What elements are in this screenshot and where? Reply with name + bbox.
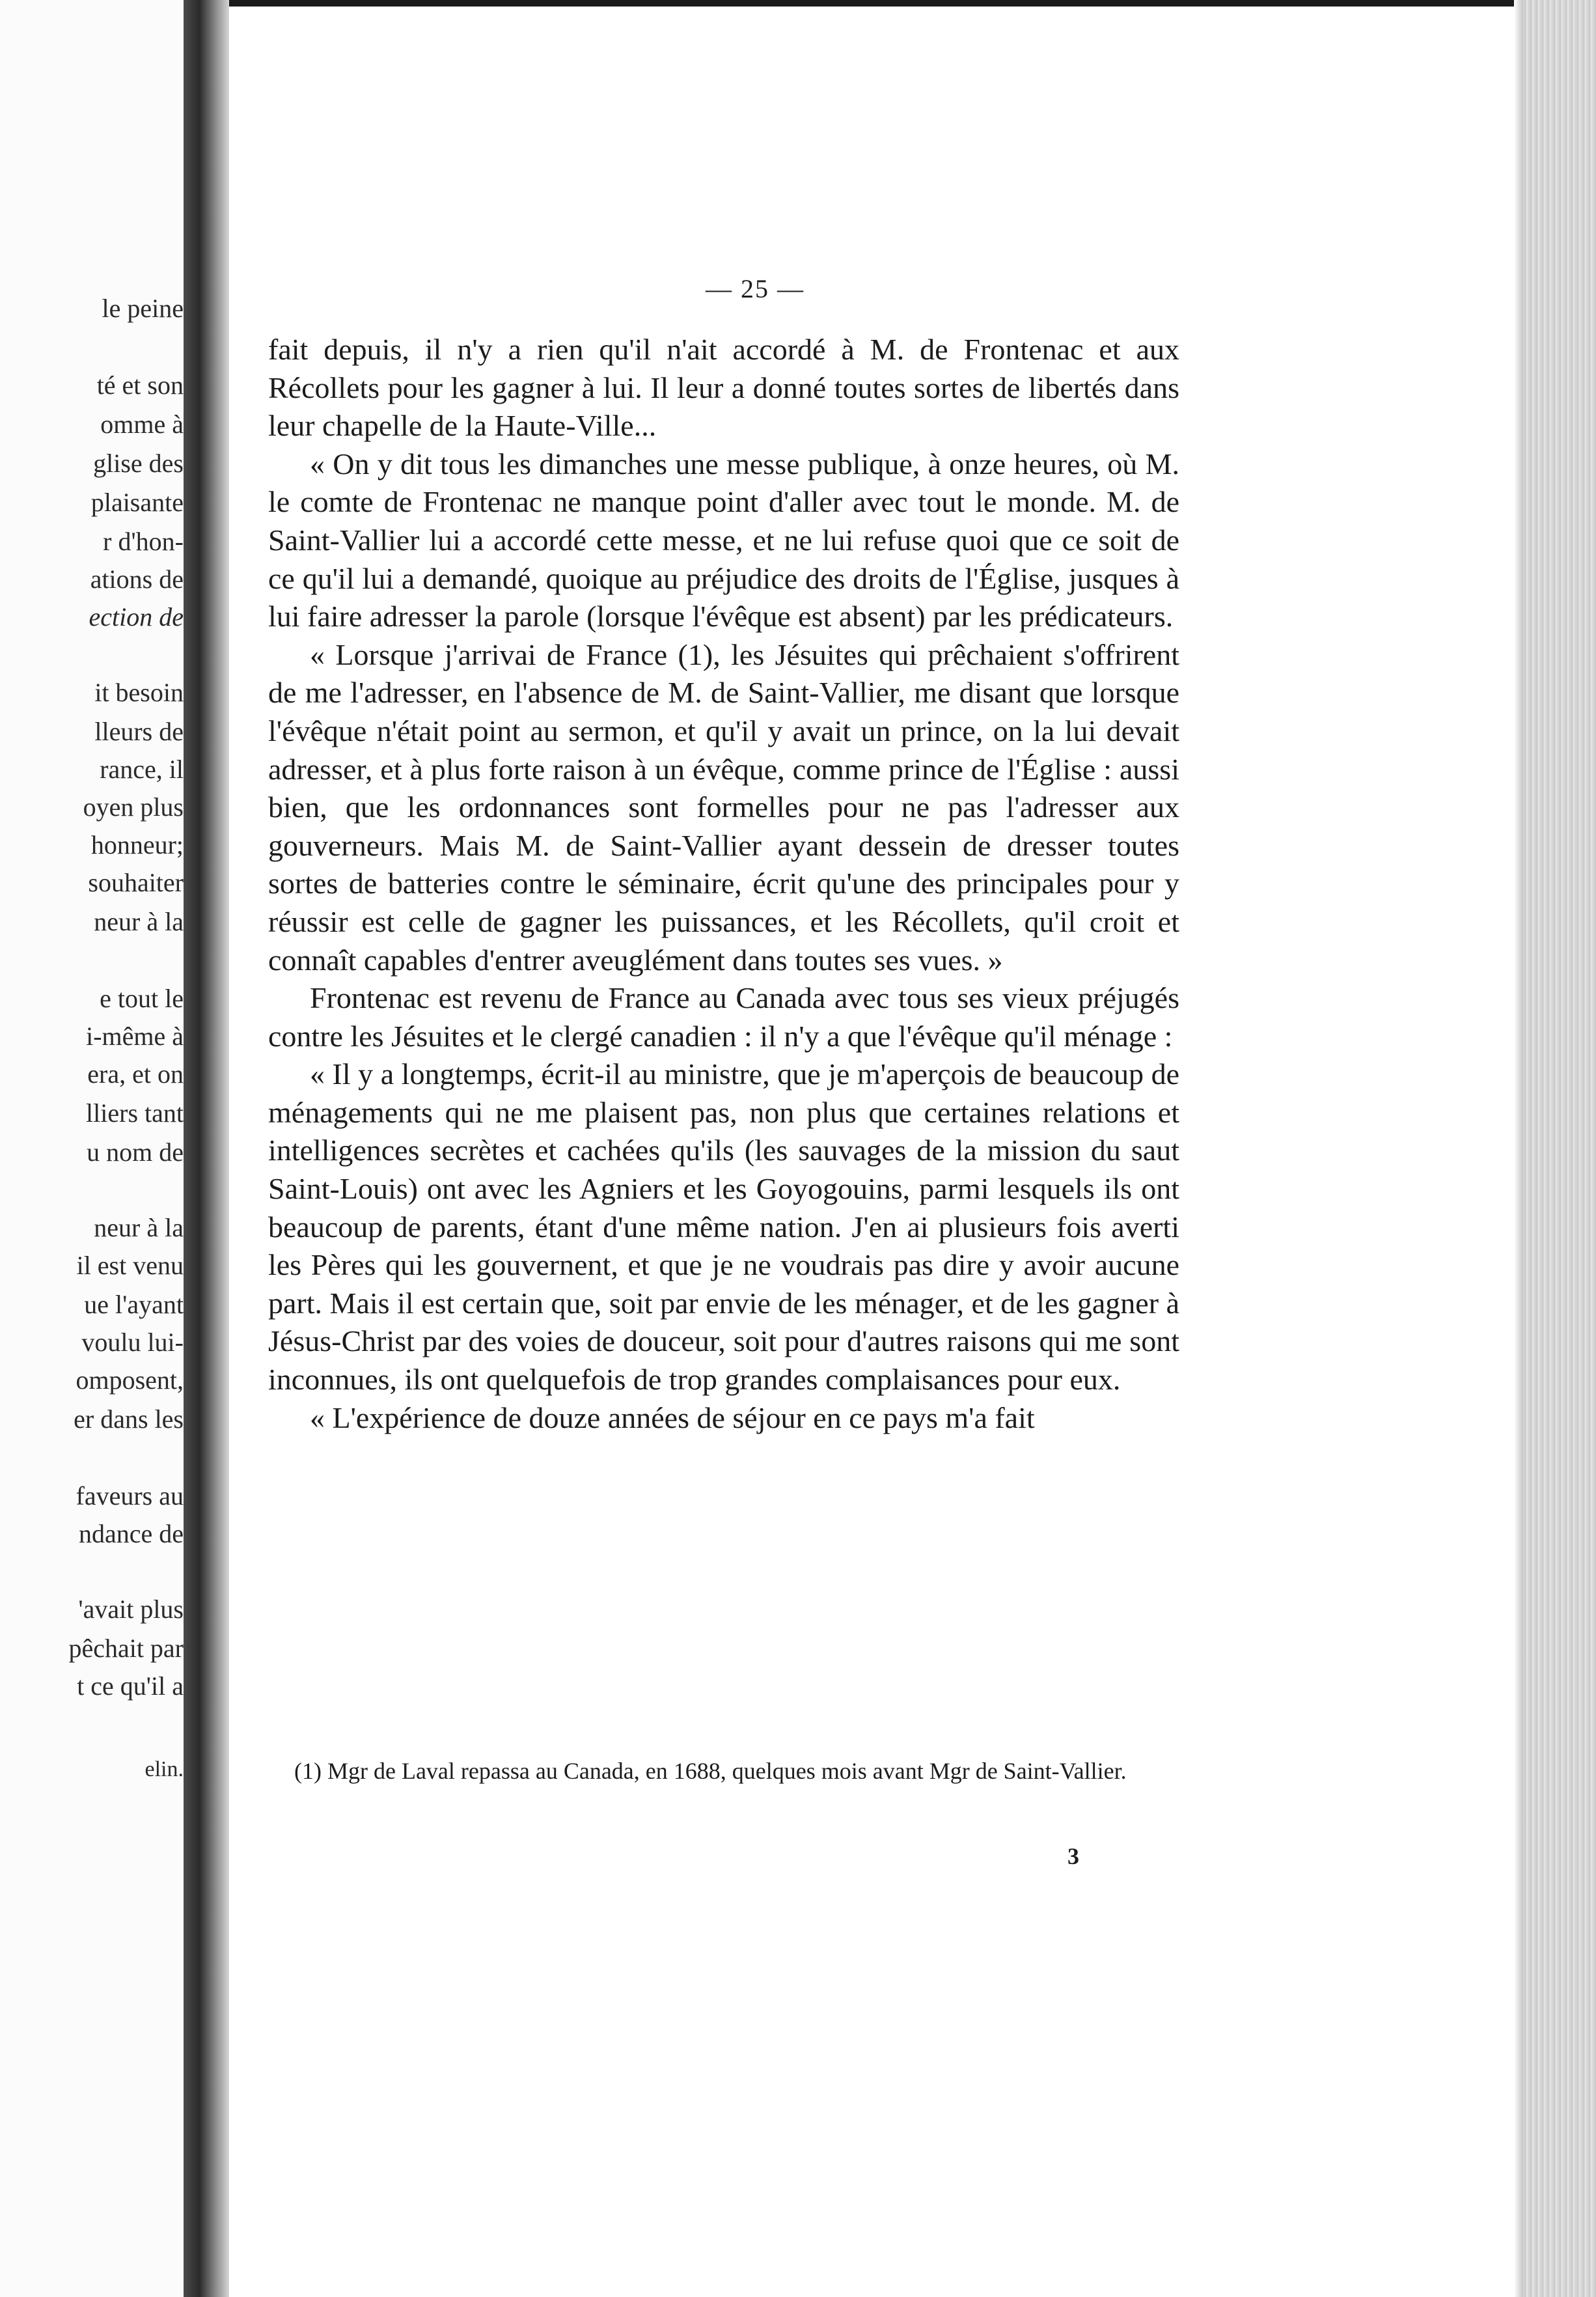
book-gutter bbox=[184, 0, 229, 2297]
facing-line: plaisante bbox=[90, 488, 184, 517]
facing-line: ue l'ayant bbox=[84, 1290, 184, 1319]
facing-line: ations de bbox=[90, 564, 184, 594]
facing-line: omposent, bbox=[76, 1365, 184, 1395]
facing-line: rance, il bbox=[100, 755, 184, 784]
footnote: (1) Mgr de Laval repassa au Canada, en 1688, quelques mois avant Mgr de Saint-Vallier. bbox=[294, 1758, 1127, 1784]
paragraph: « L'expérience de douze années de séjour en ce pays m'a fait bbox=[310, 1400, 1035, 1434]
page-number: — 25 — bbox=[706, 274, 805, 303]
facing-line: 'avait plus bbox=[78, 1594, 184, 1624]
signature-mark: 3 bbox=[1067, 1843, 1079, 1869]
facing-line: il est venu bbox=[76, 1251, 184, 1280]
facing-line: voulu lui- bbox=[81, 1328, 184, 1357]
body-text bbox=[268, 331, 1179, 1437]
paragraph: fait depuis, il n'y a rien qu'il n'ait accordé à M. de Frontenac et aux Récollets pour les gagner à lui. Il leur a donné toutes sortes de libertés dans leur chapelle de la Haute-Ville... bbox=[268, 333, 1179, 443]
paragraph: « Il y a longtemps, écrit-il au ministre, que je m'aperçois de beaucoup de ménagements qui ne me plaisent pas, non plus que certaines relations et intelligences secrètes et cachées qu'ils (les sauvages de la mission du saut Saint-Louis) ont avec les Agniers et les Goyogouins, parmi lesquels ils ont beaucoup de parents, étant d'une même nation. J'en ai plusieurs fois averti les Pères qui les gouvernent, et que je ne voudrais pas dire y avoir aucune part. Mais il est certain que, soit par envie de les ménager, et de les gagner à Jésus-Christ par des voies de douceur, soit pour d'autres raisons qui me sont inconnues, ils ont quelquefois de trop grandes complaisances pour eux. bbox=[268, 1057, 1179, 1397]
facing-line: faveurs au bbox=[76, 1481, 184, 1510]
facing-line: ndance de bbox=[78, 1519, 184, 1548]
facing-line: souhaiter bbox=[88, 868, 184, 897]
paragraph: Frontenac est revenu de France au Canada avec tous ses vieux préjugés contre les Jésuites et le clergé canadien : il n'y a que l'évêque qu'il ménage : bbox=[268, 981, 1179, 1053]
page-stack-edge bbox=[1523, 0, 1596, 2297]
facing-line: té et son bbox=[96, 370, 184, 400]
facing-line: era, et on bbox=[87, 1059, 184, 1089]
facing-line: e tout le bbox=[100, 984, 184, 1013]
facing-line: t ce qu'il a bbox=[77, 1671, 184, 1701]
facing-line: ection de bbox=[89, 602, 184, 632]
facing-line: lliers tant bbox=[86, 1098, 184, 1128]
scan-speck bbox=[469, 2253, 482, 2279]
facing-line: u nom de bbox=[87, 1137, 184, 1167]
facing-line: pêchait par bbox=[68, 1634, 184, 1663]
facing-line: r d'hon- bbox=[103, 527, 184, 556]
scan-top-border bbox=[0, 0, 1596, 7]
facing-line: i-même à bbox=[86, 1022, 184, 1051]
facing-line: oyen plus bbox=[83, 792, 184, 822]
facing-line: omme à bbox=[100, 410, 184, 439]
paragraph: « Lorsque j'arrivai de France (1), les Jésuites qui prêchaient s'offrirent de me l'adresser, en l'absence de M. de Saint-Vallier, me disant que lorsque l'évêque n'était point au sermon, et qu'il y avait un prince, on la lui devait adresser, et à plus forte raison à un évêque, comme prince de l'Église : aussi bien, que les ordonnances sont formelles pour ne pas l'adresser aux gouverneurs. Mais M. de Saint-Vallier ayant dessein de dresser toutes sortes de batteries contre le séminaire, écrit qu'une des principales pour y réussir est celle de gagner les puissances, et les Récollets, qu'il croit et connaît capables d'entrer aveuglément dans toutes ses vues. » bbox=[268, 637, 1179, 977]
facing-line: it besoin bbox=[94, 678, 184, 707]
facing-line: elin. bbox=[144, 1757, 184, 1781]
facing-line: lleurs de bbox=[94, 717, 184, 746]
facing-line: glise des bbox=[93, 449, 184, 478]
paragraph: « On y dit tous les dimanches une messe publique, à onze heures, où M. le comte de Frontenac ne manque point d'aller avec tout le monde. M. de Saint-Vallier lui a accordé cette messe, et ne lui refuse quoi que ce soit de ce qu'il lui a demandé, quoique au préjudice des droits de l'Église, jusques à lui faire adresser la parole (lorsque l'évêque est absent) par les prédicateurs. bbox=[268, 447, 1179, 633]
facing-page-fragment bbox=[0, 0, 184, 2297]
facing-line: er dans les bbox=[74, 1404, 184, 1434]
facing-line: neur à la bbox=[94, 907, 184, 936]
facing-line: le peine bbox=[102, 294, 184, 323]
facing-line: honneur; bbox=[90, 830, 184, 859]
facing-line: neur à la bbox=[94, 1213, 184, 1242]
